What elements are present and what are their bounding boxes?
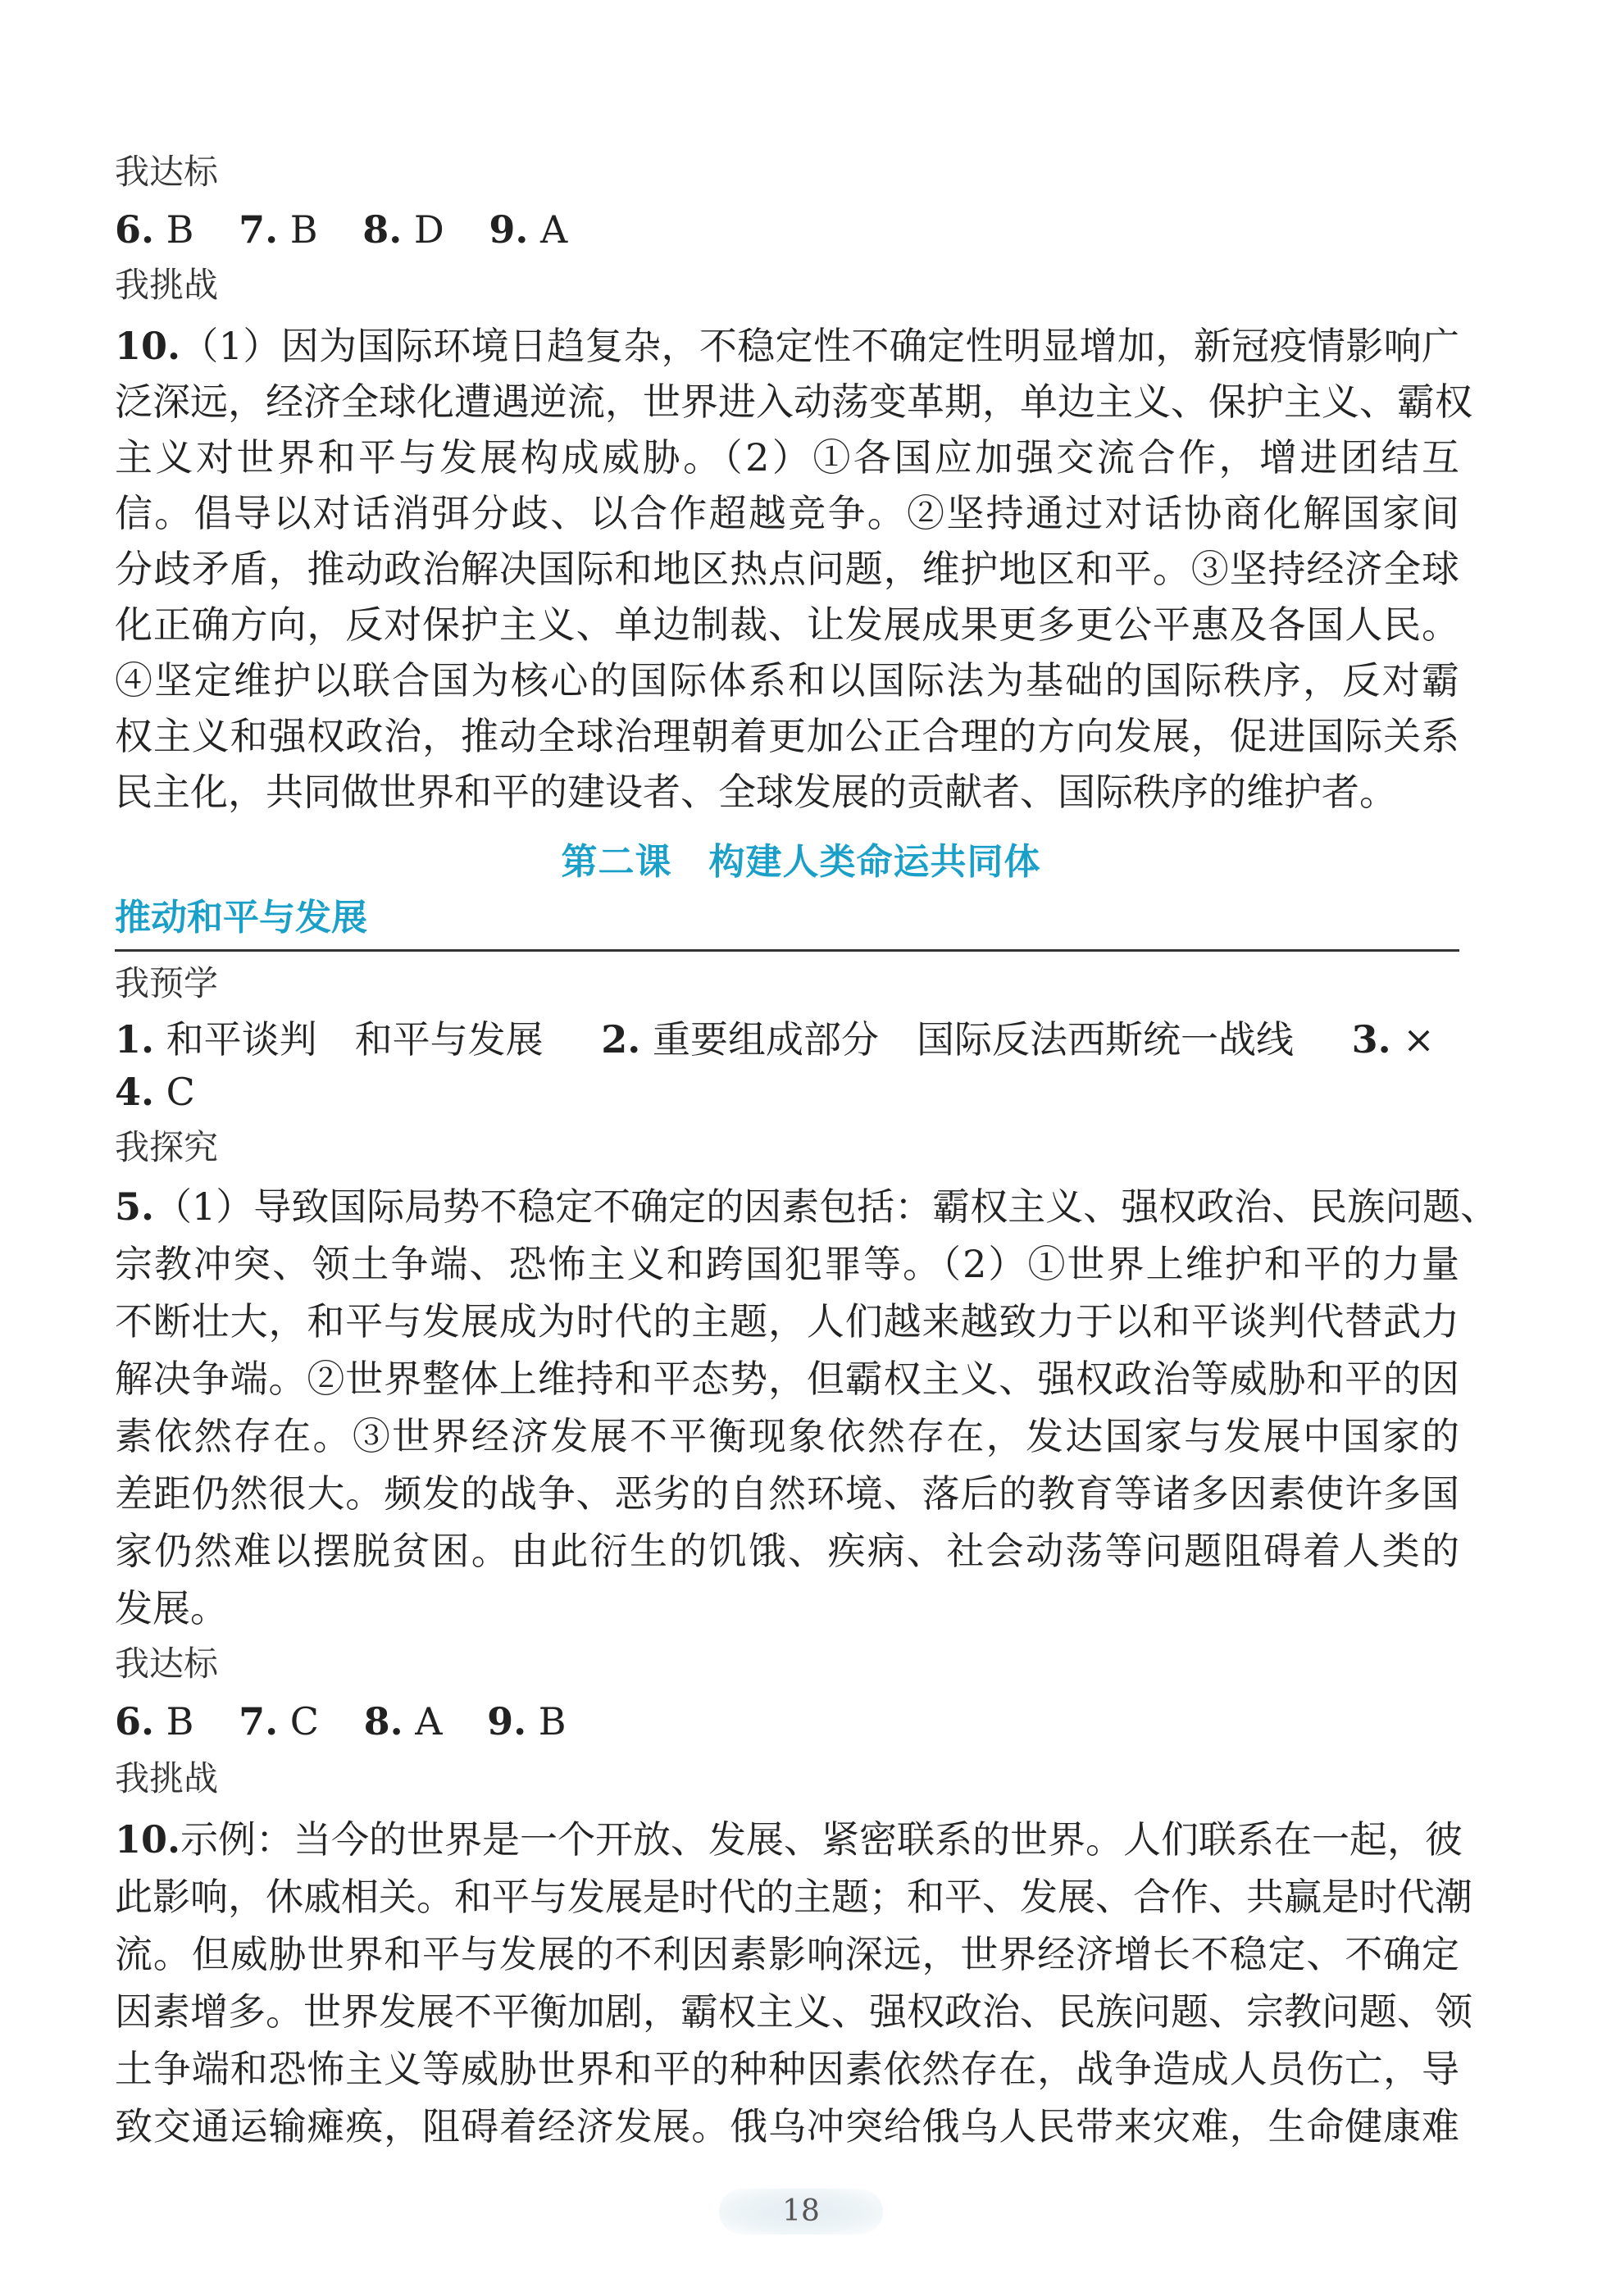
q10-prev-line: [115, 320, 1459, 372]
answer-num: 4.: [115, 1070, 155, 1114]
answer-num: 6.: [115, 207, 155, 252]
q10-prev-text: （1）因为国际环境日趋复杂，不稳定性不确定性明显增加，新冠疫情影响广: [180, 324, 1459, 368]
q5-line: [115, 1180, 1499, 1233]
q10-prev-line: 主义对世界和平与发展构成威胁。（2）①各国应加强交流合作，增进团结互: [115, 435, 1459, 480]
tanjiu-label: 我探究: [115, 1127, 219, 1167]
answer-choice: D: [413, 207, 444, 252]
q10-line: 此影响，休戚相关。和平与发展是时代的主题；和平、发展、合作、共赢是时代潮: [115, 1875, 1472, 1919]
lesson-title: 第二课 构建人类命运共同体: [561, 841, 1041, 883]
answer-num: 9.: [487, 1699, 527, 1744]
answer-num: 8.: [363, 1699, 403, 1744]
yuxue-answers-line2: [115, 1066, 1459, 1118]
q10-prev-line: 泛深远，经济全球化遭遇逆流，世界进入动荡变革期，单边主义、保护主义、霸权: [115, 380, 1472, 424]
answer-num: 7.: [239, 1699, 279, 1744]
answer-text: ×: [1403, 1017, 1435, 1062]
section-title: 推动和平与发展: [115, 897, 367, 939]
q10-line: 因素增多。世界发展不平衡加剧，霸权主义、强权政治、民族问题、宗教问题、领: [115, 1989, 1472, 2034]
q5-line: 素依然存在。③世界经济发展不平衡现象依然存在，发达国家与发展中国家的: [115, 1414, 1459, 1458]
answer-choice: C: [289, 1699, 319, 1744]
q10-prev-line: 权主义和强权政治，推动全球治理朝着更加公正合理的方向发展，促进国际关系: [115, 714, 1459, 758]
q10-prev-line: 分歧矛盾，推动政治解决国际和地区热点问题，维护地区和平。③坚持经济全球: [115, 547, 1459, 591]
q10-text: 示例：当今的世界是一个开放、发展、紧密联系的世界。人们联系在一起，彼: [180, 1817, 1463, 1862]
question-number: 10.: [115, 1817, 181, 1862]
answer-num: 9.: [489, 207, 529, 252]
yuxue-answers-line1: [115, 1013, 1459, 1066]
answer-text: 重要组成部分 国际反法西斯统一战线: [652, 1017, 1294, 1062]
yuxue-label: 我预学: [115, 963, 219, 1003]
answer-num: 7.: [239, 207, 279, 252]
page-number: 18: [719, 2189, 883, 2235]
q5-line: 家仍然难以摆脱贫困。由此衍生的饥饿、疾病、社会动荡等问题阻碍着人类的: [115, 1529, 1459, 1573]
q5-line: 解决争端。②世界整体上维持和平态势，但霸权主义、强权政治等威胁和平的因: [115, 1357, 1459, 1401]
q5-line: 宗教冲突、领土争端、恐怖主义和跨国犯罪等。（2）①世界上维护和平的力量: [115, 1242, 1459, 1286]
dabiao-answers: [115, 1695, 1459, 1748]
answer-choice: A: [540, 207, 568, 252]
q10-line: 致交通运输瘫痪，阻碍着经济发展。俄乌冲突给俄乌人民带来灾难，生命健康难: [115, 2104, 1459, 2148]
answer-num: 1.: [115, 1017, 155, 1062]
dabiao-label: 我达标: [115, 1644, 219, 1684]
tiaozhan-label-prev: 我挑战: [115, 265, 219, 305]
answer-num: 6.: [115, 1699, 155, 1744]
q10-prev-line: 化正确方向，反对保护主义、单边制裁、让发展成果更多更公平惠及各国人民。: [115, 602, 1459, 647]
q5-line: 发展。: [115, 1586, 228, 1630]
q5-line: 差距仍然很大。频发的战争、恶劣的自然环境、落后的教育等诸多因素使许多国: [115, 1471, 1459, 1516]
q10-prev-line: ④坚定维护以联合国为核心的国际体系和以国际法为基础的国际秩序，反对霸: [115, 658, 1459, 702]
tiaozhan-label: 我挑战: [115, 1758, 219, 1798]
answer-num: 8.: [362, 207, 403, 252]
dabiao-label-prev: 我达标: [115, 152, 219, 192]
answer-text: 和平谈判 和平与发展: [166, 1017, 544, 1062]
section-divider: [115, 949, 1459, 952]
answer-choice: B: [538, 1699, 567, 1744]
q5-line: 不断壮大，和平与发展成为时代的主题，人们越来越致力于以和平谈判代替武力: [115, 1299, 1459, 1344]
answer-choice: B: [166, 207, 194, 252]
q10-prev-line: 民主化，共同做世界和平的建设者、全球发展的贡献者、国际秩序的维护者。: [115, 770, 1397, 814]
q10-line: 土争端和恐怖主义等威胁世界和平的种种因素依然存在，战争造成人员伤亡，导: [115, 2047, 1459, 2091]
answer-choice: B: [289, 207, 318, 252]
q10-line: 流。但威胁世界和平与发展的不利因素影响深远，世界经济增长不稳定、不确定: [115, 1932, 1459, 1976]
dabiao-answers-prev: [115, 203, 1459, 256]
question-number: 10.: [115, 324, 181, 368]
answer-choice: B: [166, 1699, 194, 1744]
answer-num: 2.: [601, 1017, 641, 1062]
answer-text: C: [166, 1070, 195, 1114]
q5-text: （1）导致国际局势不稳定不确定的因素包括：霸权主义、强权政治、民族问题、: [154, 1184, 1499, 1229]
answer-choice: A: [415, 1699, 443, 1744]
q10-prev-line: 信。倡导以对话消弭分歧、以合作超越竞争。②坚持通过对话协商化解国家间: [115, 491, 1459, 535]
answer-num: 3.: [1351, 1017, 1391, 1062]
q10-line: [115, 1813, 1463, 1866]
question-number: 5.: [115, 1184, 155, 1229]
